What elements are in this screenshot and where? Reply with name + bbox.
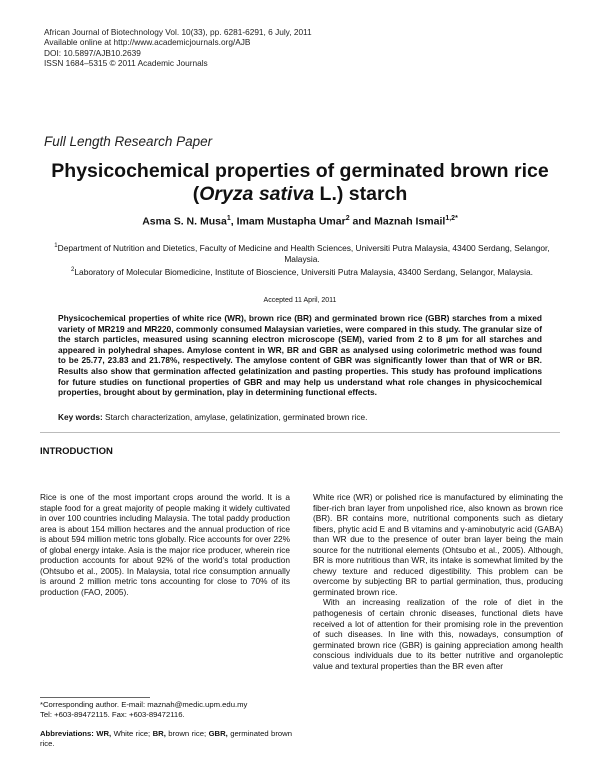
title-close: L.) starch (314, 183, 408, 205)
intro-paragraph-3: With an increasing realization of the role of diet in the pathogenesis of certain chronic diseases, functional diets have received a lot of attention for their promising role in the prevention of such diseases. In line with this, nowadays, consumption of germinated brown rice (GBR) is gaining appreciation among health conscious individuals due to its better nutritive and organoleptic value and textural properties than the BR even after (313, 597, 563, 671)
author-3: Maznah Ismail (374, 215, 446, 228)
intro-paragraph-1: Rice is one of the most important crops around the world. It is a staple food for a great majority of people making it widely cultivated in over 100 countries including Malaysia. The total paddy production area is about 154 million hectares and the annual production of rice is about 594 million metric tons globally. Rice accounts for over 22% of global energy intake. Asia is the major rice producer, wherein rice production accounts for about 92% of the world’s total production (Ohtsubo et al., 2005). In Malaysia, total rice consumption annually is around 2 million metric tons accounting for close to 70% of its production (FAO, 2005). (40, 492, 290, 597)
abbrev-label: Abbreviations: (40, 729, 94, 738)
journal-issn: ISSN 1684–5315 © 2011 Academic Journals (44, 57, 208, 68)
corresponding-star: * (455, 215, 458, 222)
title-line-1: Physicochemical properties of germinated brown rice (51, 160, 549, 182)
affiliation-2-text: Laboratory of Molecular Biomedicine, Institute of Bioscience, Universiti Putra Malaysia, 43400 Serdang, Selangor, Malaysia. (74, 266, 533, 277)
author-2: Imam Mustapha Umar (236, 215, 346, 228)
introduction-heading: INTRODUCTION (40, 446, 113, 457)
intro-paragraph-2: White rice (WR) or polished rice is manufactured by eliminating the fiber-rich bran layer from unpolished rice, also known as brown rice (BR). BR contains more, nutritional components such as dietary fibers, phytic acid E and B vitamins and γ-aminobutyric acid (GABA) than WR due to the presence of outer bran layer being the main source for the nutritional elements (Ohtsubo et al., 2005). Although, BR is more nutritious than WR, its intake is somewhat limited by the chewy texture and reduced digestibility. This problem can be overcome by subjecting BR to partial germination, thus, producing germinated brown rice. (313, 492, 563, 597)
abbrev-gbr-text: germinated brown rice. (40, 729, 292, 748)
journal-doi: DOI: 10.5897/AJB10.2639 (44, 47, 141, 58)
keywords-text: Starch characterization, amylase, gelatinization, germinated brown rice. (102, 412, 368, 422)
keywords-label: Key words: (58, 412, 103, 422)
abbrev-gbr: GBR, (208, 729, 228, 738)
paper-type: Full Length Research Paper (44, 134, 213, 149)
abbrev-br-text: brown rice; (165, 729, 209, 738)
affiliation-2-num: 2 (71, 267, 75, 273)
keywords (58, 412, 542, 422)
corresponding-footnote (40, 700, 292, 720)
title-species: Oryza sativa (199, 183, 315, 205)
author-3-affil (445, 215, 457, 222)
affiliation-1 (52, 241, 552, 265)
title-open-paren: ( (192, 183, 200, 205)
author-3-affil-num: 1,2 (445, 215, 456, 222)
right-column (313, 492, 563, 671)
footnote-divider (40, 697, 150, 698)
affiliation-1-text: Department of Nutrition and Dietetics, Faculty of Medicine and Health Sciences, Universiti Putra Malaysia, 43400 Serdang, Selangor, Malaysia. (57, 242, 550, 264)
paper-title (40, 160, 560, 206)
accepted-date: Accepted 11 April, 2011 (263, 297, 337, 304)
abbrev-wr: WR, (96, 729, 112, 738)
abbrev-wr-text: White rice; (111, 729, 153, 738)
abbrev-br: BR, (152, 729, 166, 738)
affiliation-1-num: 1 (54, 243, 58, 249)
author-1: Asma S. N. Musa (142, 215, 227, 228)
author-2-affil: 2 (345, 215, 350, 222)
author-1-affil: 1 (226, 215, 231, 222)
journal-header (44, 27, 312, 68)
footnote-email: *Corresponding author. E-mail: maznah@medic.upm.edu.my (40, 700, 248, 709)
author-separator: , (230, 215, 237, 228)
affiliation-2 (52, 265, 552, 278)
author-separator: and (349, 215, 375, 228)
section-divider (40, 432, 560, 433)
journal-url: Available online at http://www.academicjournals.org/AJB (44, 37, 251, 48)
footnote-phone: Tel: +603-89472115. Fax: +603-89472116. (40, 709, 185, 719)
abstract: Physicochemical properties of white rice (WR), brown rice (BR) and germinated brown rice (GBR) starches from a mixed variety of MR219 and MR220, commonly consumed Malaysian varieties, were compared in this study. The granular size of the starch particles, measured using scanning electron microscope (SEM), varied from 2 to 8 µm for all starches and appeared in polyhedral shapes. Amylose content in WR, BR and GBR as analysed using colorimetric method was found to be 25.77, 23.83 and 21.78%, respectively. The amylose content of GBR was significantly lower than that of WR or BR. Results also show that germination affected gelatinization and pasting properties. This study has profound implications for future studies on functional properties of GBR and may help us understand what role changes in physicochemical properties, brought about by germination, play in determining functional effects. (58, 313, 542, 398)
left-column (40, 492, 290, 597)
journal-citation: African Journal of Biotechnology Vol. 10(33), pp. 6281-6291, 6 July, 2011 (44, 27, 312, 37)
author-list (40, 215, 560, 228)
title-line-2 (40, 183, 560, 206)
abbreviations (40, 729, 292, 749)
